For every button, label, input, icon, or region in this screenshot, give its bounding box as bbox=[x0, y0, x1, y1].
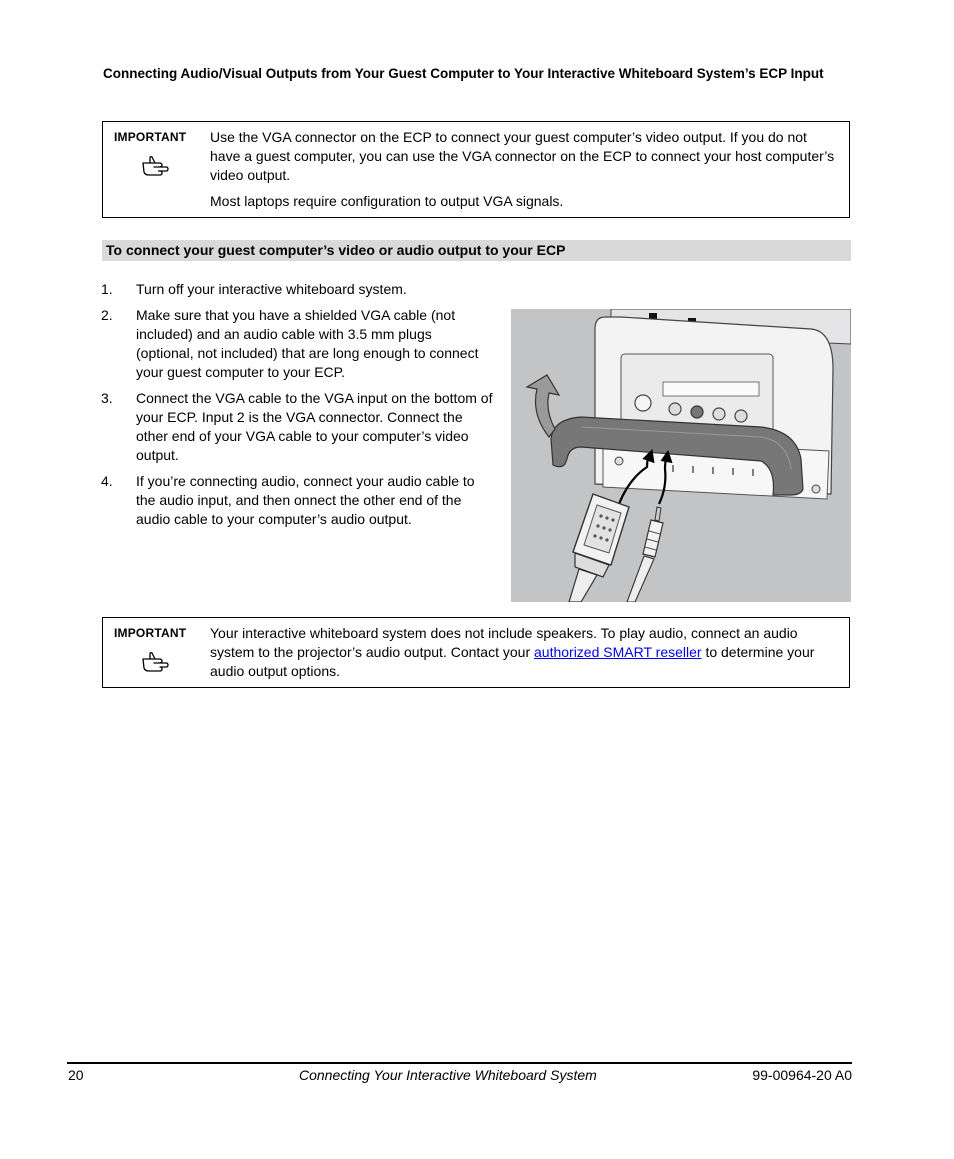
step-number: 4. bbox=[101, 473, 113, 489]
footer-rule bbox=[67, 1062, 852, 1064]
step-item bbox=[101, 389, 493, 465]
important-text-after: to determine your audio output options. bbox=[210, 644, 815, 679]
important-paragraph bbox=[210, 624, 841, 681]
important-note-top bbox=[102, 121, 850, 218]
section-heading: Connecting Audio/Visual Outputs from Your Guest Computer to Your Interactive Whiteboard System’s ECP Input bbox=[103, 66, 824, 81]
pointing-hand-icon bbox=[141, 650, 171, 674]
step-text: Make sure that you have a shielded VGA cable (not included) and an audio cable with 3.5 mm plugs (optional, not included) that are long enough to connect your guest computer to your ECP. bbox=[136, 307, 479, 380]
document-number: 99-00964-20 A0 bbox=[752, 1067, 852, 1083]
step-text: Connect the VGA cable to the VGA input on the bottom of your ECP. Input 2 is the VGA connector. Connect the other end of your VGA cable to your computer’s video output. bbox=[136, 390, 493, 463]
footer-chapter-title: Connecting Your Interactive Whiteboard System bbox=[299, 1067, 597, 1083]
important-paragraph: Most laptops require configuration to output VGA signals. bbox=[210, 193, 564, 209]
ecp-connection-illustration bbox=[511, 309, 851, 602]
step-text: Turn off your interactive whiteboard system. bbox=[136, 281, 407, 297]
important-label: IMPORTANT bbox=[114, 130, 187, 144]
procedure-title: To connect your guest computer’s video or audio output to your ECP bbox=[102, 240, 851, 261]
procedure-steps bbox=[101, 280, 493, 536]
important-note-bottom bbox=[102, 617, 850, 688]
pointing-hand-icon bbox=[141, 154, 171, 178]
step-item bbox=[101, 306, 493, 382]
step-number: 2. bbox=[101, 307, 113, 323]
authorized-reseller-link[interactable]: authorized SMART reseller bbox=[534, 644, 702, 660]
step-text: If you’re connecting audio, connect your audio cable to the audio input, and then onnect the other end of the audio cable to your computer’s audio output. bbox=[136, 473, 475, 527]
step-item bbox=[101, 472, 493, 529]
important-note-body bbox=[210, 624, 841, 681]
page-number: 20 bbox=[68, 1067, 84, 1083]
important-label: IMPORTANT bbox=[114, 626, 187, 640]
important-paragraph: Use the VGA connector on the ECP to connect your guest computer’s video output. If you do not have a guest computer, you can use the VGA connector on the ECP to connect your host computer’s video output. bbox=[210, 129, 835, 183]
important-note-body bbox=[210, 128, 841, 211]
step-number: 3. bbox=[101, 390, 113, 406]
important-text-before: Your interactive whiteboard system does not include speakers. To play audio, connect an audio system to the projector’s audio output. Contact your bbox=[210, 625, 798, 660]
step-item bbox=[101, 280, 493, 299]
step-number: 1. bbox=[101, 281, 113, 297]
